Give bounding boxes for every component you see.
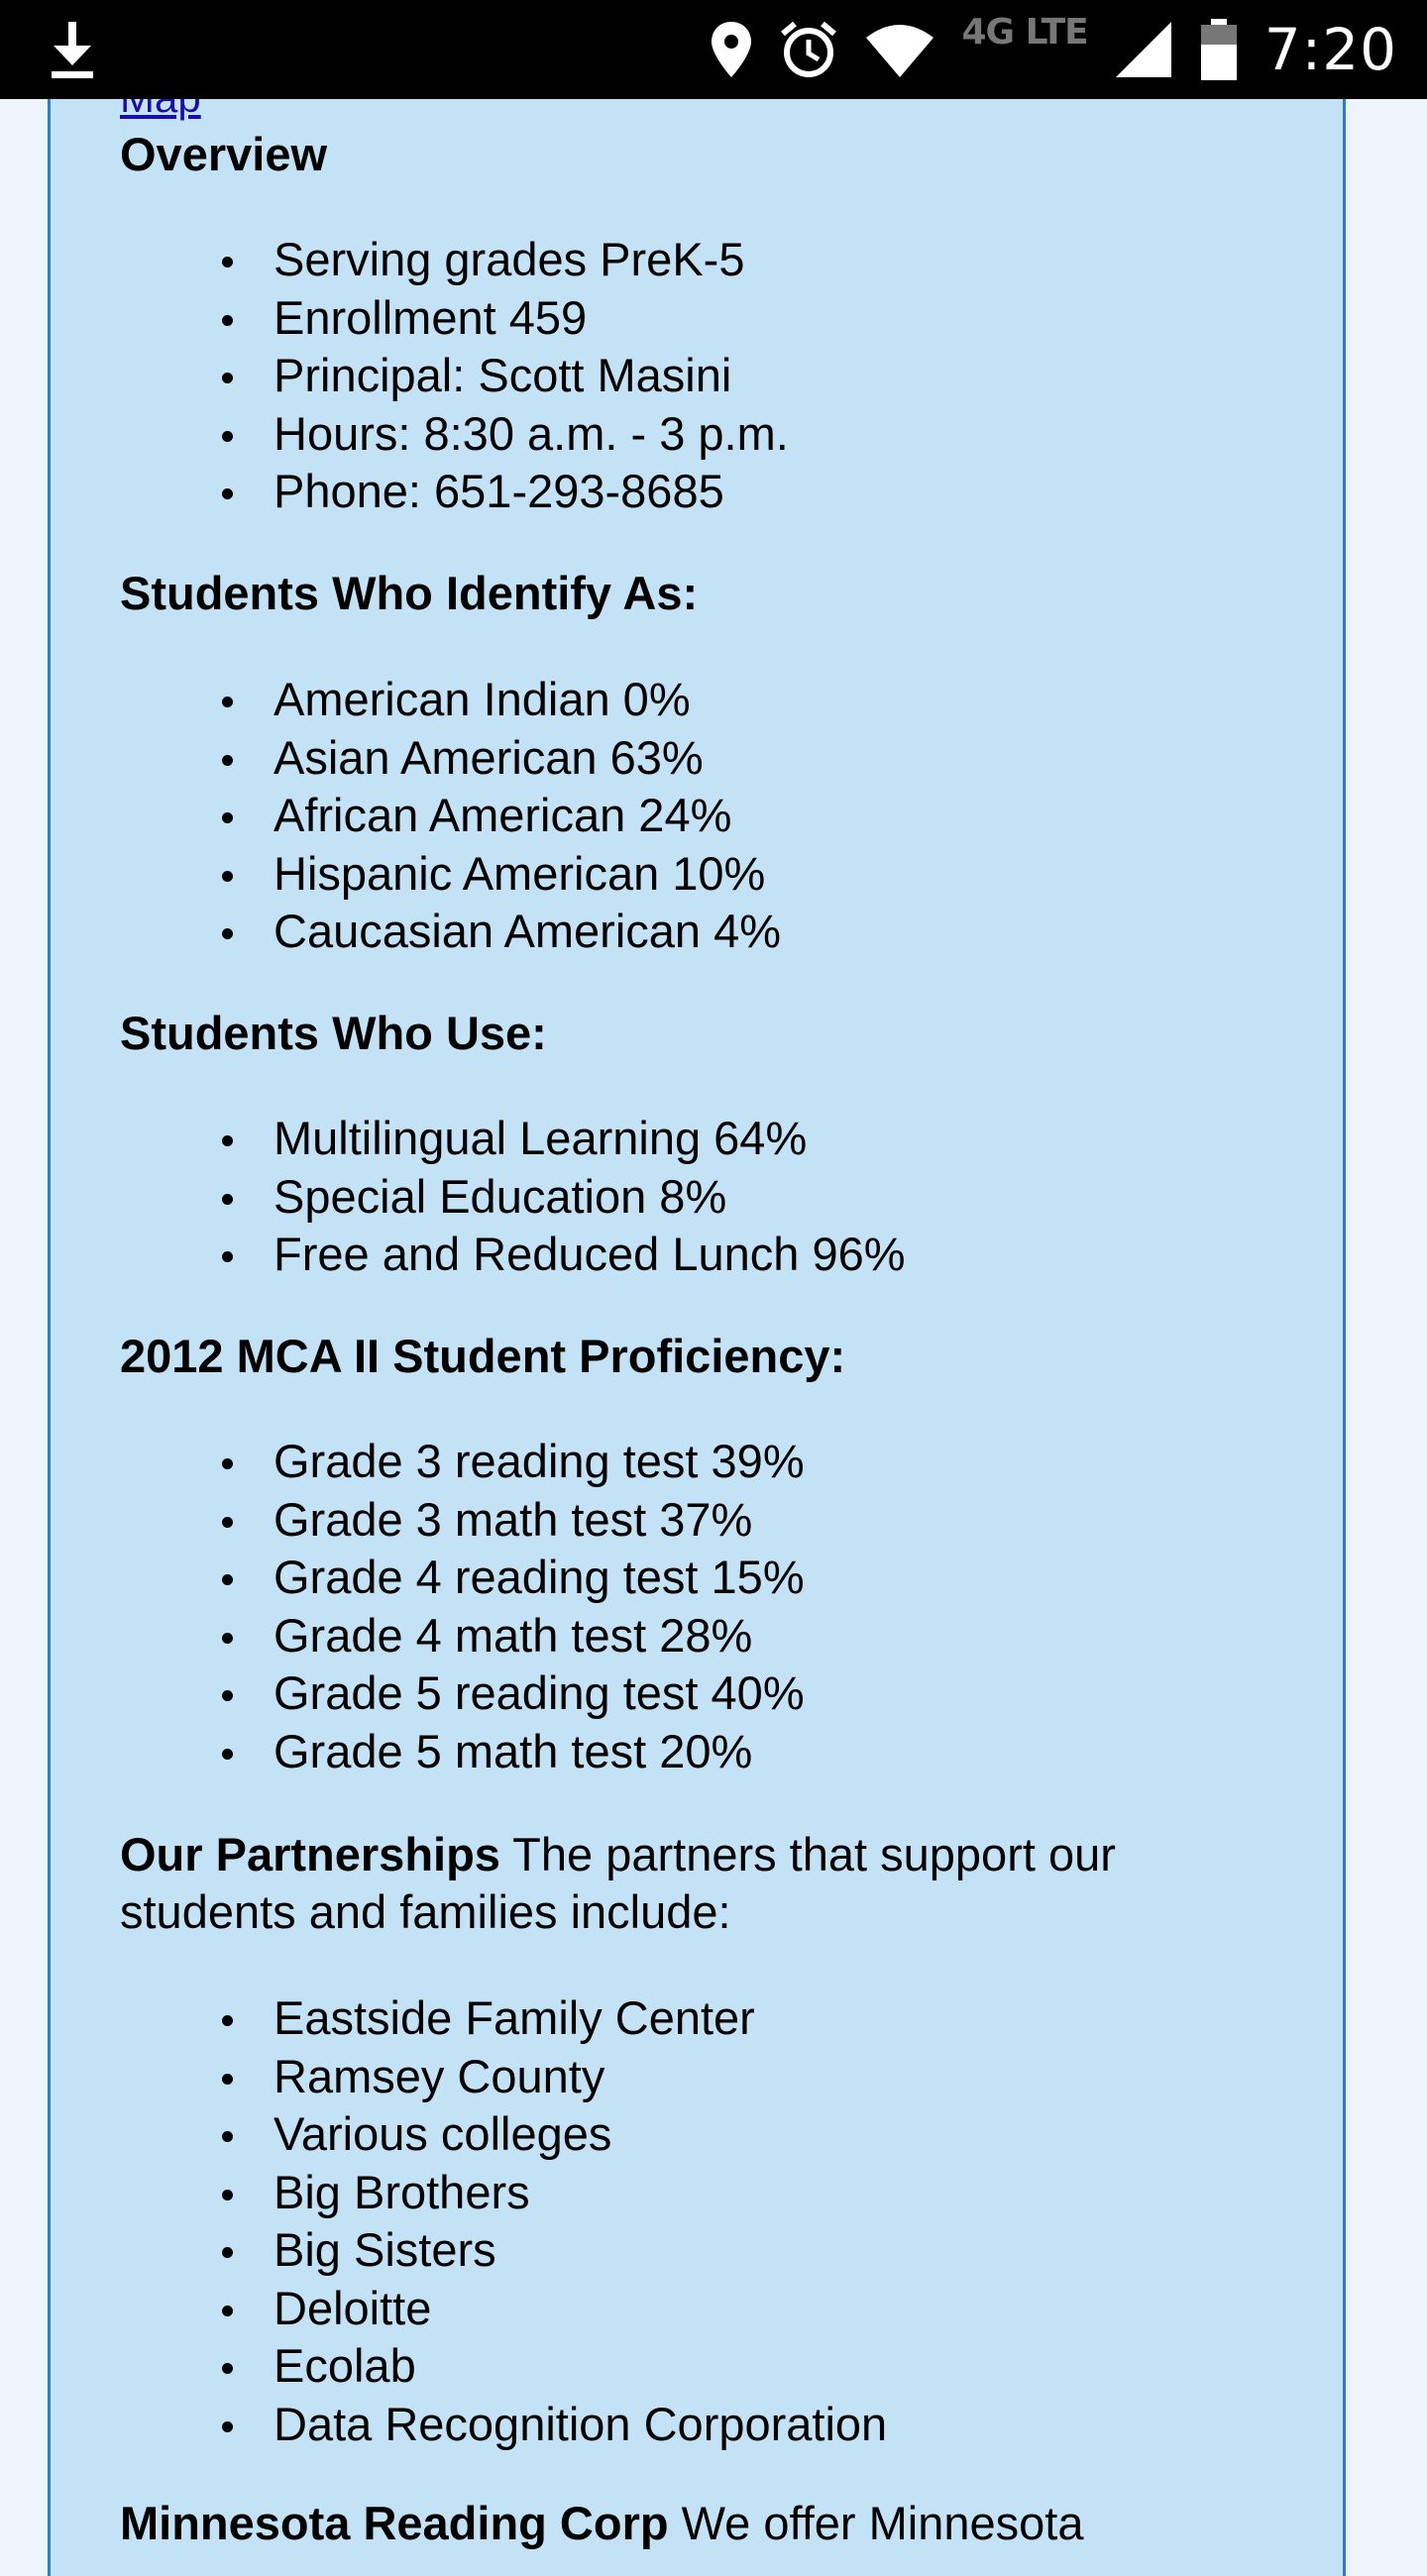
list-item: Ecolab xyxy=(274,2337,887,2396)
clock: 7:20 xyxy=(1263,16,1397,83)
list-item: Free and Reduced Lunch 96% xyxy=(274,1226,906,1284)
status-bar xyxy=(0,0,1427,99)
partnerships-heading: Our Partnerships xyxy=(120,1828,500,1880)
list-item: Caucasian American 4% xyxy=(274,903,781,961)
list-item: Grade 4 math test 28% xyxy=(274,1607,805,1665)
list-item: Grade 3 reading test 39% xyxy=(274,1433,805,1491)
mca-heading: 2012 MCA II Student Proficiency: xyxy=(120,1330,846,1382)
list-item: Enrollment 459 xyxy=(274,289,789,348)
list-item: Grade 4 reading test 15% xyxy=(274,1549,805,1607)
battery-icon xyxy=(1199,19,1239,80)
list-item: Big Brothers xyxy=(274,2164,887,2222)
identify-list xyxy=(120,671,781,961)
list-item: Hours: 8:30 a.m. - 3 p.m. xyxy=(274,405,789,464)
network-type: 4G LTE xyxy=(961,11,1088,53)
list-item: Deloitte xyxy=(274,2280,887,2338)
partnerships-paragraph xyxy=(120,1826,1240,1941)
signal-icon xyxy=(1114,20,1173,79)
reading-corp-heading: Minnesota Reading Corp xyxy=(120,2497,669,2549)
list-item: Grade 5 reading test 40% xyxy=(274,1664,805,1723)
list-item: Data Recognition Corporation xyxy=(274,2396,887,2454)
alarm-icon xyxy=(779,20,838,79)
list-item: Special Education 8% xyxy=(274,1168,906,1227)
download-icon xyxy=(48,18,97,81)
overview-list xyxy=(120,231,789,521)
list-item: Hispanic American 10% xyxy=(274,845,781,904)
overview-heading: Overview xyxy=(120,128,328,180)
reading-corp-text: We offer Minnesota xyxy=(668,2497,1084,2549)
list-item: Various colleges xyxy=(274,2105,887,2164)
partnerships-text: The partners that support our students and families include: xyxy=(120,1828,1116,1938)
partners-list xyxy=(120,1989,887,2453)
mca-list xyxy=(120,1433,805,1780)
list-item: Eastside Family Center xyxy=(274,1989,887,2048)
list-item: American Indian 0% xyxy=(274,671,781,729)
location-icon xyxy=(710,20,753,79)
identify-heading: Students Who Identify As: xyxy=(120,567,699,619)
list-item: Serving grades PreK-5 xyxy=(274,231,789,289)
wifi-icon xyxy=(864,22,935,77)
list-item: Big Sisters xyxy=(274,2221,887,2280)
list-item: Ramsey County xyxy=(274,2048,887,2106)
list-item: Phone: 651-293-8685 xyxy=(274,463,789,521)
list-item: Principal: Scott Masini xyxy=(274,347,789,405)
list-item: Multilingual Learning 64% xyxy=(274,1110,906,1168)
list-item: Grade 3 math test 37% xyxy=(274,1491,805,1550)
use-heading: Students Who Use: xyxy=(120,1007,547,1059)
list-item: African American 24% xyxy=(274,787,781,845)
reading-corp-paragraph xyxy=(120,2495,1240,2552)
list-item: Asian American 63% xyxy=(274,729,781,788)
list-item: Grade 5 math test 20% xyxy=(274,1723,805,1781)
use-list xyxy=(120,1110,906,1284)
